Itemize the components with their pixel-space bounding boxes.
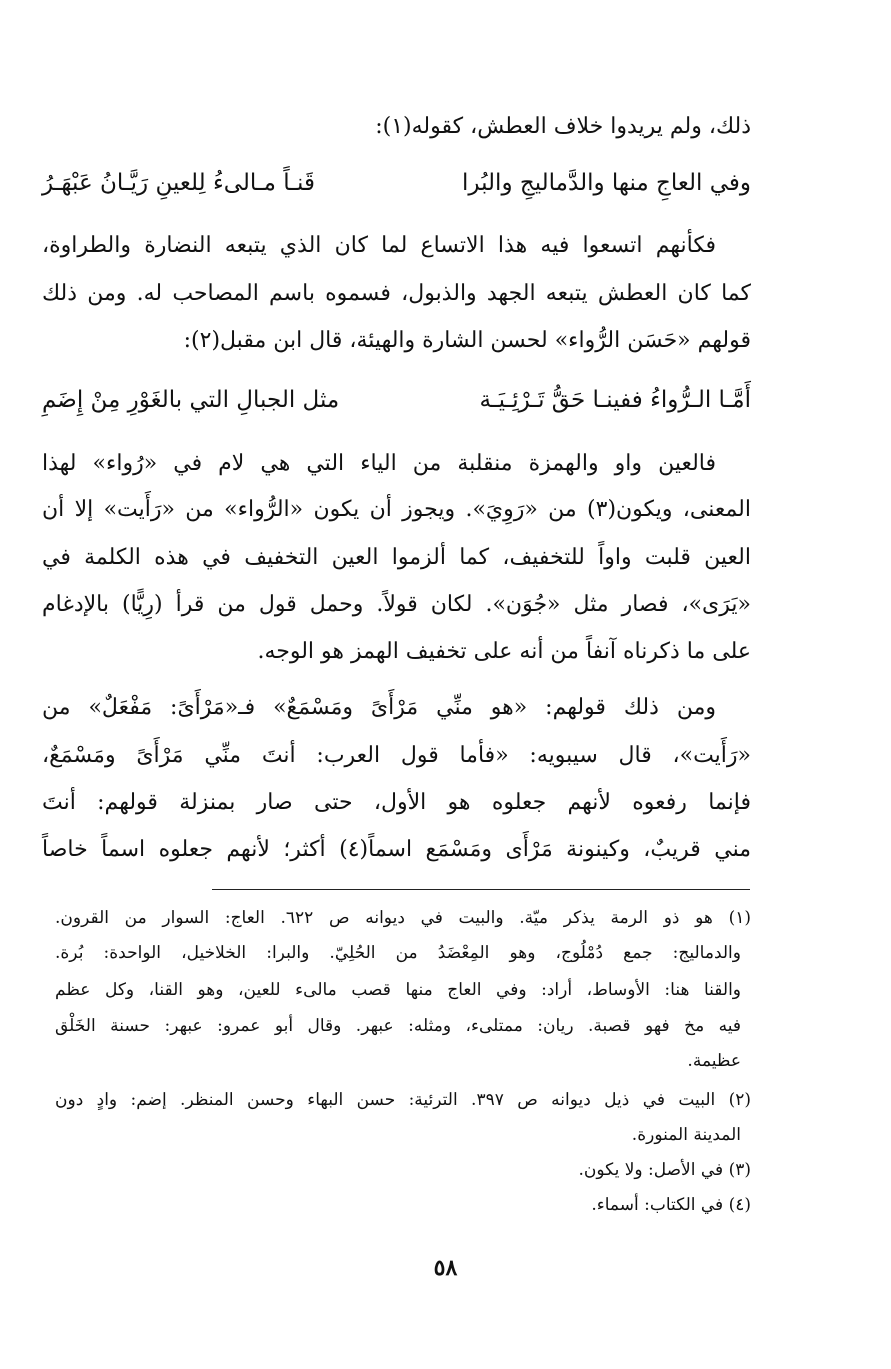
verse-1-first-hemistich: وفي العاجِ منها والدَّماليجِ والبُرا [462,170,751,196]
footnote-1-line-3: والقنا هنا: الأوساط، أراد: وفي العاج منها قصب مالىء للعين، وهو القنا، وكل عظم [55,980,741,1000]
text-line-6: المعنى، ويكون(٣) من «رَوِيَ». ويجوز أن يكون «الرُّواء» من «رَأَيت» إلا أن [42,497,751,522]
text-line-8: «يَرَى»، فصار مثل «جُوَن». لكان قولاً. وحمل قول من قرأ (رِيًّا) بالإدغام [42,592,751,617]
text-line-12: فإنما رفعوه لأنهم جعلوه هو الأول، حتى صار بمنزلة قولهم: أنتَ [42,790,751,815]
text-line-5: فالعين واو والهمزة منقلبة من الياء التي هي لام في «رُواء» لهذا [42,451,716,476]
footnote-4: (٤) في الكتاب: أسماء. [591,1195,751,1215]
text-line-1: ذلك، ولم يريدوا خلاف العطش، كقوله(١): [375,114,751,139]
text-line-9: على ما ذكرناه آنفاً من أنه على تخفيف الهمز هو الوجه. [257,639,751,664]
verse-2-first-hemistich: أَمَّـا الـرُّواءُ ففينـا حَقُّ تَـرْئِـيَـة [479,387,751,413]
footnote-2-line-2: المدينة المنورة. [631,1125,741,1145]
page-number: ٥٨ [433,1255,458,1281]
text-line-11: «رَأَيت»، قال سيبويه: «فأما قول العرب: أنتَ منِّي مَرْأَىً ومَسْمَعٌ، [42,743,751,768]
text-line-4: قولهم «حَسَن الرُّواء» لحسن الشارة والهيئة، قال ابن مقبل(٢): [183,328,751,353]
footnote-2-line-1: (٢) البيت في ذيل ديوانه ص ٣٩٧. الترئية: حسن البهاء وحسن المنظر. إضم: وادٍ دون [55,1090,751,1110]
footnote-1-line-4: فيه مخ فهو قصبة. ريان: ممتلىء، ومثله: عبهر. وقال أبو عمرو: عبهر: حسنة الخَلْق [55,1016,741,1036]
footnote-1-line-5: عظيمة. [687,1051,741,1071]
verse-2-second-hemistich: مثل الجبالِ التي بالغَوْرِ مِنْ إِضَمِ [42,387,340,413]
text-line-13: مني قريبٌ، وكينونة مَرْأَى ومَسْمَع اسماً(٤) أكثر؛ لأنهم جعلوه اسماً خاصاً [42,837,751,862]
text-line-7: العين قلبت واواً للتخفيف، كما ألزموا العين التخفيف في هذه الكلمة في [42,545,751,570]
text-line-10: ومن ذلك قولهم: «هو منِّي مَرْأَىً ومَسْمَعٌ» فـ«مَرْأَىً: مَفْعَلٌ» من [42,695,716,720]
footnote-separator [212,889,750,890]
footnote-1-line-1: (١) هو ذو الرمة يذكر ميّة. والبيت في ديوانه ص ٦٢٢. العاج: السوار من القرون. [55,908,751,928]
text-line-2: فكأنهم اتسعوا فيه هذا الاتساع لما كان الذي يتبعه النضارة والطراوة، [42,233,716,258]
footnote-1-line-2: والدماليج: جمع دُمْلُوج، وهو المِعْضَدُ من الحُلِيّ. والبرا: الخلاخيل، الواحدة: بُرة. [55,943,741,963]
footnote-3: (٣) في الأصل: ولا يكون. [578,1160,751,1180]
text-line-3: كما كان العطش يتبعه الجهد والذبول، فسموه باسم المصاحب له. ومن ذلك [42,281,751,306]
verse-1-second-hemistich: قَنـاً مـالىءُ لِلعينِ رَيَّـانُ عَبْهَـرُ [42,170,315,196]
